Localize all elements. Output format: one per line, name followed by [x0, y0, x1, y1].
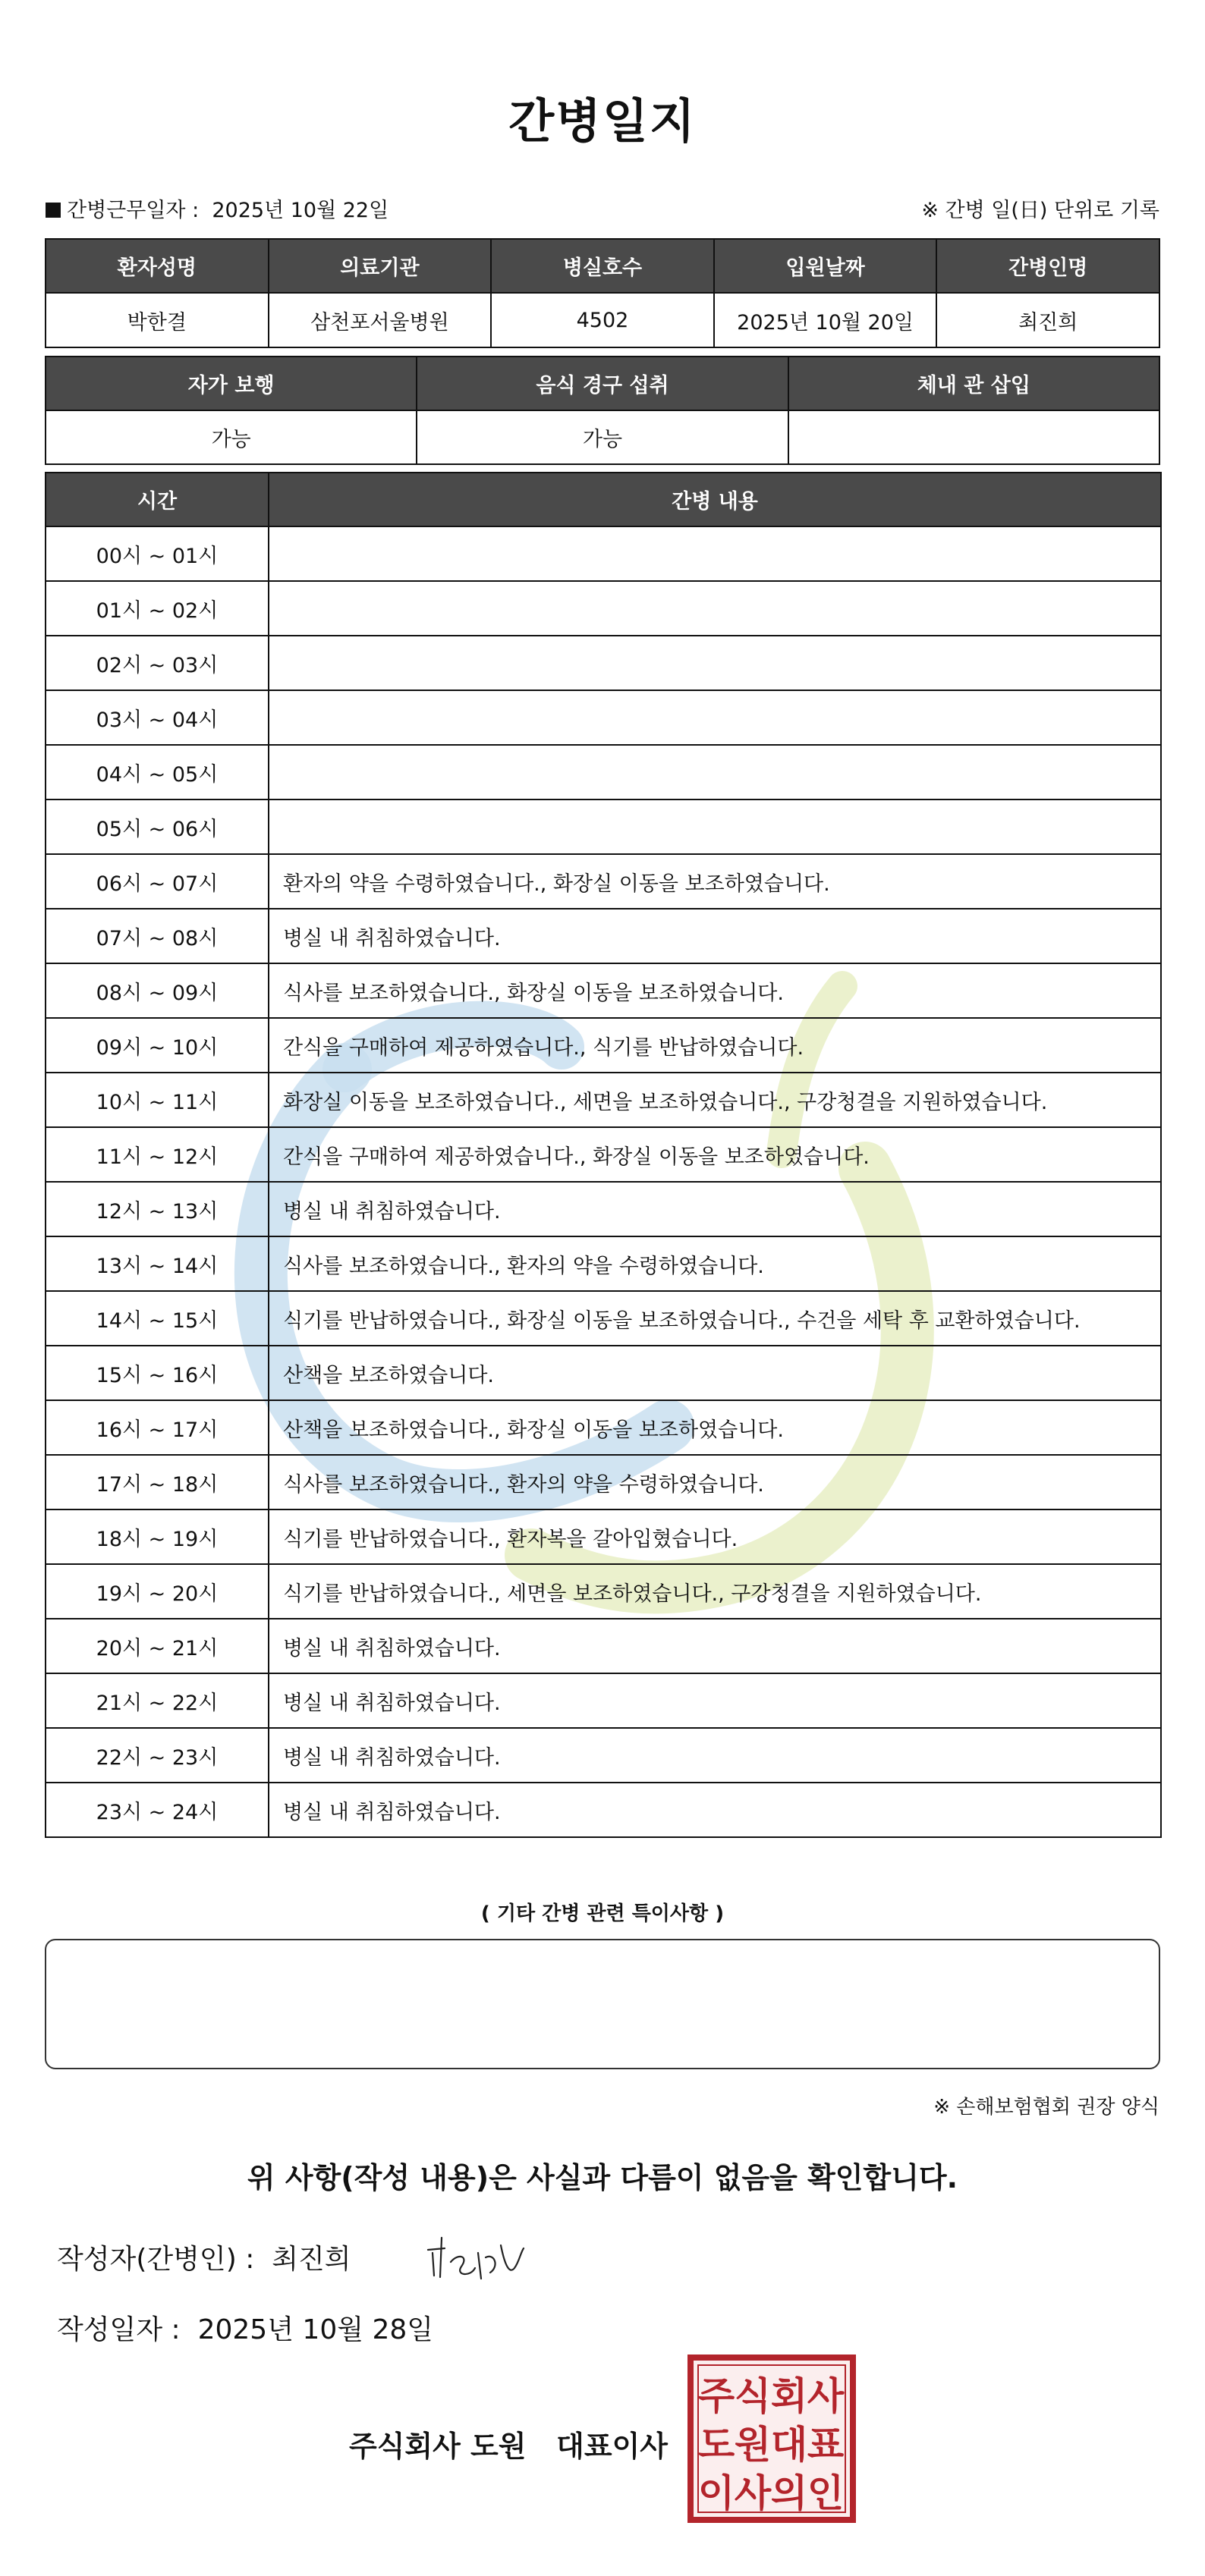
- seal-character: 회: [770, 2374, 808, 2418]
- care-content-cell: 병실 내 취침하였습니다.: [269, 1673, 1161, 1728]
- writer-line: [57, 2238, 351, 2276]
- page-title: 간병일지: [508, 93, 697, 149]
- seal-character: 인: [807, 2471, 845, 2515]
- care-content-cell: 병실 내 취침하였습니다.: [269, 909, 1161, 963]
- care-content-cell: 식기를 반납하였습니다., 환자복을 갈아입혔습니다.: [269, 1509, 1161, 1564]
- table-row: [46, 1455, 1161, 1509]
- patient-info-table: [45, 238, 1160, 348]
- work-date-label: 간병근무일자 :: [67, 199, 200, 222]
- header-admission-date: 입원날짜: [714, 239, 937, 293]
- care-content-cell: 간식을 구매하여 제공하였습니다., 식기를 반납하였습니다.: [269, 1018, 1161, 1073]
- care-content-cell: 산책을 보조하였습니다., 화장실 이동을 보조하였습니다.: [269, 1400, 1161, 1455]
- seal-character: 의: [770, 2471, 808, 2515]
- care-content-cell: 간식을 구매하여 제공하였습니다., 화장실 이동을 보조하였습니다.: [269, 1127, 1161, 1182]
- care-content-cell: [269, 526, 1161, 581]
- recommend-note: ※ 손해보험협회 권장 양식: [933, 2096, 1159, 2119]
- care-content-cell: 산책을 보조하였습니다.: [269, 1346, 1161, 1400]
- table-row: [46, 526, 1161, 581]
- header-care-content: 간병 내용: [269, 473, 1161, 526]
- admission-date: 2025년 10월 20일: [714, 293, 937, 347]
- care-content-cell: 환자의 약을 수령하였습니다., 화장실 이동을 보조하였습니다.: [269, 854, 1161, 909]
- time-cell: 07시 ~ 08시: [46, 909, 269, 963]
- time-cell: 02시 ~ 03시: [46, 636, 269, 690]
- table-row: [46, 963, 1161, 1018]
- remarks-box: [45, 1939, 1160, 2069]
- care-content-cell: 식사를 보조하였습니다., 화장실 이동을 보조하였습니다.: [269, 963, 1161, 1018]
- seal-character: 사: [807, 2374, 845, 2418]
- company-seal-icon: [687, 2355, 856, 2523]
- care-schedule-table: [45, 472, 1162, 1838]
- writer-name: 최진희: [272, 2244, 351, 2275]
- header-self-walking: 자가 보행: [46, 357, 417, 410]
- table-row: [46, 1346, 1161, 1400]
- self-walking-value: 가능: [46, 410, 417, 464]
- table-row: [46, 800, 1161, 854]
- table-row: [46, 1073, 1161, 1127]
- header-room-number: 병실호수: [491, 239, 714, 293]
- care-content-cell: 식사를 보조하였습니다., 환자의 약을 수령하였습니다.: [269, 1236, 1161, 1291]
- seal-character: 원: [734, 2423, 772, 2467]
- care-content-cell: [269, 745, 1161, 800]
- time-cell: 08시 ~ 09시: [46, 963, 269, 1018]
- care-content-cell: 병실 내 취침하였습니다.: [269, 1182, 1161, 1236]
- table-row: [46, 1127, 1161, 1182]
- table-row: [46, 1619, 1161, 1673]
- seal-character: 식: [734, 2374, 772, 2418]
- time-cell: 03시 ~ 04시: [46, 690, 269, 745]
- time-cell: 09시 ~ 10시: [46, 1018, 269, 1073]
- table-row: [46, 1783, 1161, 1837]
- oral-intake-value: 가능: [417, 410, 788, 464]
- care-content-cell: 병실 내 취침하였습니다.: [269, 1728, 1161, 1783]
- square-bullet-icon: [46, 203, 61, 218]
- time-cell: 00시 ~ 01시: [46, 526, 269, 581]
- time-cell: 13시 ~ 14시: [46, 1236, 269, 1291]
- time-cell: 16시 ~ 17시: [46, 1400, 269, 1455]
- writer-label: 작성자(간병인) :: [57, 2244, 255, 2275]
- care-content-cell: 식기를 반납하였습니다., 세면을 보조하였습니다., 구강청결을 지원하였습니다.: [269, 1564, 1161, 1619]
- header-patient-name: 환자성명: [46, 239, 269, 293]
- care-content-cell: [269, 690, 1161, 745]
- care-content-cell: [269, 636, 1161, 690]
- table-row: [46, 745, 1161, 800]
- time-cell: 14시 ~ 15시: [46, 1291, 269, 1346]
- schedule-rows: [46, 526, 1161, 1837]
- table-row: [46, 1728, 1161, 1783]
- hospital-name: 삼천포서울병원: [269, 293, 492, 347]
- work-date-line: [46, 193, 389, 223]
- patient-name: 박한결: [46, 293, 269, 347]
- seal-character: 주: [697, 2374, 735, 2418]
- header-oral-intake: 음식 경구 섭취: [417, 357, 788, 410]
- header-time: 시간: [46, 473, 269, 526]
- time-cell: 01시 ~ 02시: [46, 581, 269, 636]
- confirmation-text: 위 사항(작성 내용)은 사실과 다름이 없음을 확인합니다.: [247, 2161, 958, 2194]
- table-row: [46, 636, 1161, 690]
- care-content-cell: [269, 581, 1161, 636]
- write-date-line: [57, 2308, 433, 2347]
- table-row: [46, 1291, 1161, 1346]
- time-cell: 06시 ~ 07시: [46, 854, 269, 909]
- table-row: [46, 1182, 1161, 1236]
- table-row: [46, 854, 1161, 909]
- time-cell: 12시 ~ 13시: [46, 1182, 269, 1236]
- time-cell: 21시 ~ 22시: [46, 1673, 269, 1728]
- seal-character: 표: [807, 2423, 845, 2467]
- company-representative: 주식회사 도원 대표이사: [349, 2430, 668, 2463]
- time-cell: 22시 ~ 23시: [46, 1728, 269, 1783]
- handwritten-signature-icon: [425, 2223, 546, 2291]
- time-cell: 05시 ~ 06시: [46, 800, 269, 854]
- time-cell: 18시 ~ 19시: [46, 1509, 269, 1564]
- time-cell: 19시 ~ 20시: [46, 1564, 269, 1619]
- care-content-cell: 병실 내 취침하였습니다.: [269, 1783, 1161, 1837]
- header-hospital: 의료기관: [269, 239, 492, 293]
- tube-insertion-value: [788, 410, 1159, 464]
- remarks-title: ( 기타 간병 관련 특이사항 ): [480, 1902, 725, 1925]
- care-content-cell: 식기를 반납하였습니다., 화장실 이동을 보조하였습니다., 수건을 세탁 후 교환하였습니다.: [269, 1291, 1161, 1346]
- care-content-cell: [269, 800, 1161, 854]
- table-row: [46, 581, 1161, 636]
- time-cell: 23시 ~ 24시: [46, 1783, 269, 1837]
- table-row: [46, 1018, 1161, 1073]
- time-cell: 20시 ~ 21시: [46, 1619, 269, 1673]
- time-cell: 04시 ~ 05시: [46, 745, 269, 800]
- care-content-cell: 식사를 보조하였습니다., 환자의 약을 수령하였습니다.: [269, 1455, 1161, 1509]
- write-date-label: 작성일자 :: [57, 2314, 181, 2345]
- record-note: ※ 간병 일(日) 단위로 기록: [921, 199, 1159, 222]
- header-caregiver-name: 간병인명: [936, 239, 1159, 293]
- caregiver-name: 최진희: [936, 293, 1159, 347]
- table-row: [46, 1564, 1161, 1619]
- ability-table: [45, 356, 1160, 465]
- work-date-value: 2025년 10월 22일: [212, 199, 389, 222]
- table-row: [46, 1509, 1161, 1564]
- time-cell: 15시 ~ 16시: [46, 1346, 269, 1400]
- room-number: 4502: [491, 293, 714, 347]
- seal-character: 도: [697, 2423, 735, 2467]
- seal-character: 이: [697, 2471, 735, 2515]
- care-content-cell: 병실 내 취침하였습니다.: [269, 1619, 1161, 1673]
- table-row: [46, 909, 1161, 963]
- table-row: [46, 690, 1161, 745]
- table-row: [46, 1400, 1161, 1455]
- write-date-value: 2025년 10월 28일: [197, 2314, 434, 2345]
- time-cell: 11시 ~ 12시: [46, 1127, 269, 1182]
- time-cell: 17시 ~ 18시: [46, 1455, 269, 1509]
- care-content-cell: 화장실 이동을 보조하였습니다., 세면을 보조하였습니다., 구강청결을 지원하였습니다.: [269, 1073, 1161, 1127]
- time-cell: 10시 ~ 11시: [46, 1073, 269, 1127]
- table-row: [46, 1236, 1161, 1291]
- seal-character: 대: [770, 2423, 808, 2467]
- header-tube-insertion: 체내 관 삽입: [788, 357, 1159, 410]
- table-row: [46, 1673, 1161, 1728]
- seal-character: 사: [734, 2471, 772, 2515]
